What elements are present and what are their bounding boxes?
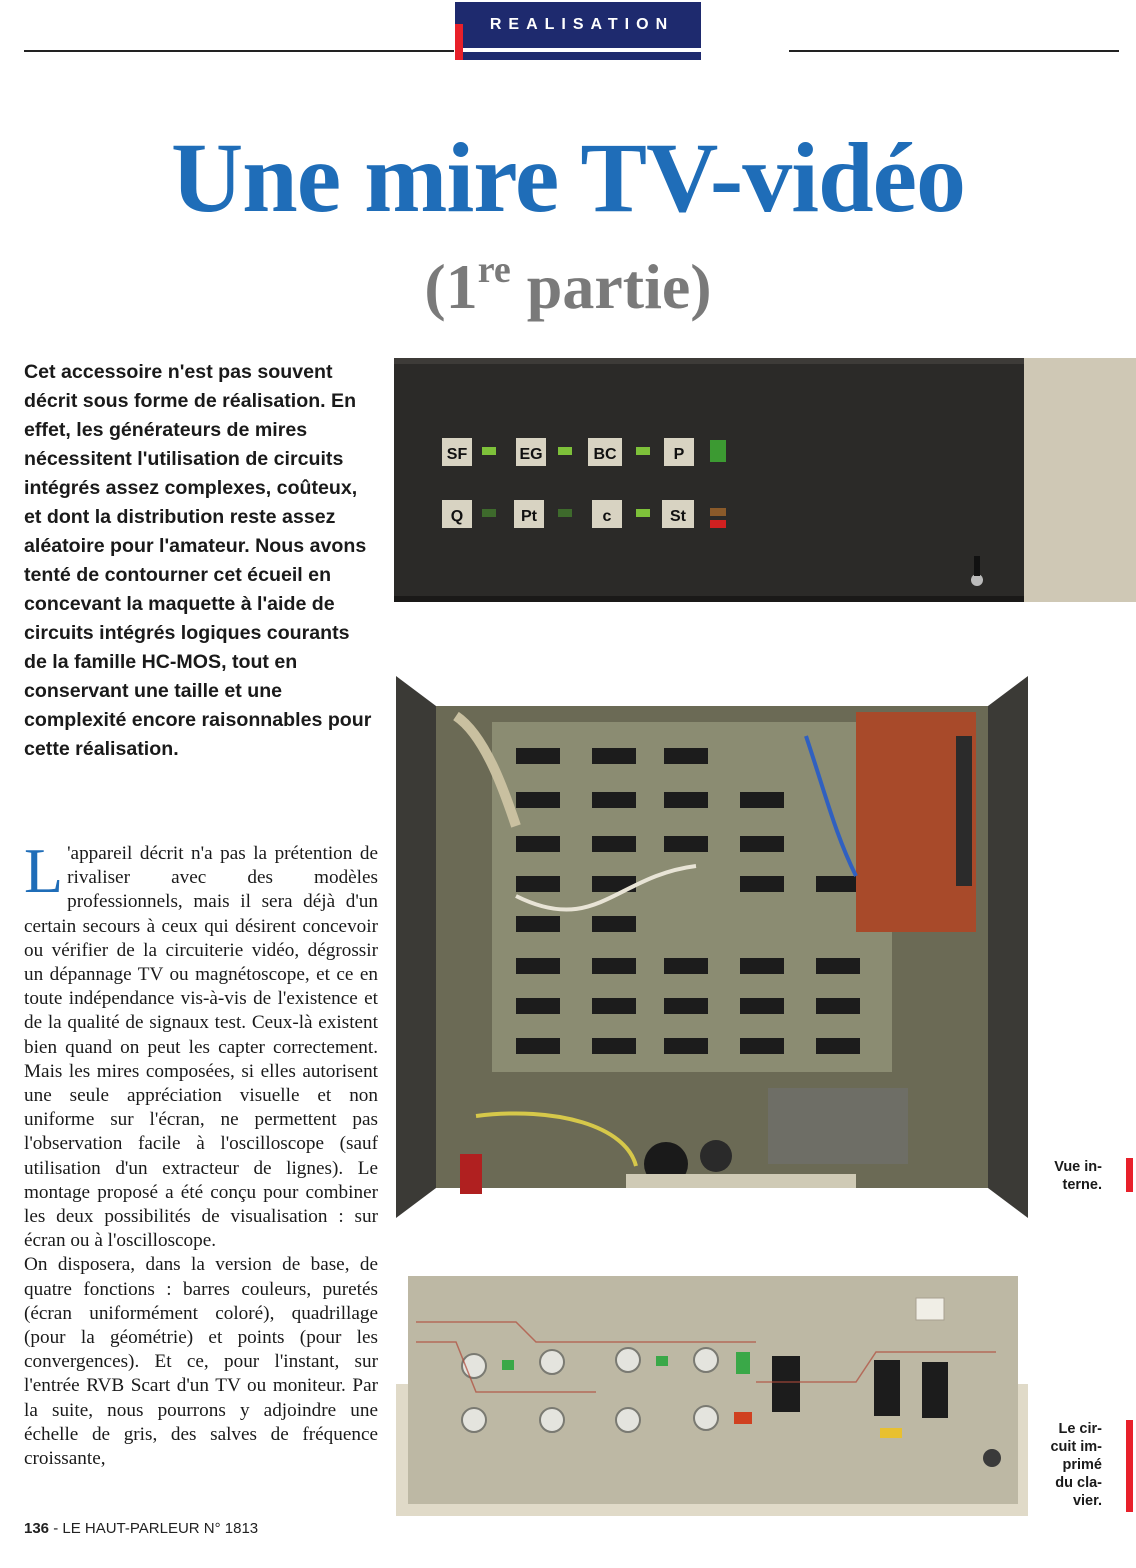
led-3 [636, 447, 650, 455]
drop-cap: L [24, 835, 64, 906]
led-6 [558, 509, 572, 517]
key-bc-label: BC [593, 446, 617, 463]
caption-internal-line-2: terne. [1062, 1177, 1102, 1193]
device-front-photo [392, 350, 1136, 612]
key-p-label: P [673, 446, 685, 463]
internal-view-photo [396, 676, 1028, 1218]
caption-pcb-line-5: vier. [1072, 1493, 1102, 1509]
article-title: Une mire TV-vidéo [170, 122, 966, 233]
caption-pcb [1020, 1420, 1102, 1510]
caption-internal-view [1020, 1158, 1102, 1194]
caption-pcb-line-2: cuit im- [1050, 1439, 1102, 1455]
section-tag-red-bar [455, 24, 463, 60]
led-7 [636, 509, 650, 517]
key-eg-label: EG [519, 446, 543, 463]
led-2 [558, 447, 572, 455]
key-st-label: St [670, 508, 686, 525]
caption-internal-bar [1126, 1158, 1133, 1192]
header-rule-left [24, 50, 454, 52]
keyboard-pcb-photo [396, 1272, 1028, 1516]
article-body [24, 835, 378, 1471]
led-5 [482, 509, 496, 517]
subtitle-superscript: re [477, 249, 511, 291]
section-tag [455, 2, 701, 60]
page-number: 136 [24, 1520, 50, 1537]
article-intro: Cet accessoire n'est pas souvent décrit sous forme de réalisation. En effet, les générateurs de mires nécessitent l'utilisation de circuits intégrés assez complexes, coûteux, et dont la distribution reste assez aléatoire pour l'amateur. Nous avons tenté de contourner cet écueil en concevant la maquette à l'aide de circuits intégrés logiques courants de la famille HC-MOS, tout en conservant une taille et une complexité encore raisonnables pour cette réalisation. [24, 361, 372, 760]
led-1 [482, 447, 496, 455]
article-subtitle [0, 248, 1136, 326]
page-footer [24, 1520, 258, 1537]
section-tag-stripe [463, 48, 701, 52]
caption-pcb-line-4: du cla- [1055, 1475, 1102, 1491]
body-paragraph-1 [24, 835, 378, 1253]
led-4 [710, 440, 726, 462]
body-paragraph-1-text: 'appareil décrit n'a pas la prétention de rivaliser avec des modèles professionnels, mais il sera déjà d'un certain secours à ceux qui désirent concevoir ou vérifier de la circuiterie vidéo, dégrossir un dépannage TV ou magnétoscope, et ce en toute indépendance vis-à-vis de l'existence et de la qualité de signaux test. Ceux-là existent bien quand on peut les capter correctement. Mais les mires composées, si elles autorisent une seule appréciation visuelle et non uniforme sur l'écran, ne permettent pas l'observation facile à l'oscilloscope (sauf utilisation d'un extracteur de lignes). Le montage proposé a été conçu pour combiner les deux possibilités de visualisation : sur écran ou à l'oscilloscope. [24, 843, 378, 1252]
key-pt-label: Pt [521, 508, 537, 525]
section-tag-label: REALISATION [489, 16, 675, 33]
key-q-label: Q [450, 508, 464, 525]
caption-internal-line-1: Vue in- [1054, 1159, 1102, 1175]
led-orange [710, 508, 726, 516]
caption-pcb-line-3: primé [1062, 1457, 1102, 1473]
key-c-label: c [602, 508, 612, 525]
key-sf-label: SF [446, 446, 468, 463]
header-rule-right [789, 50, 1119, 52]
subtitle-rest: partie) [510, 251, 712, 322]
caption-pcb-bar [1126, 1420, 1133, 1512]
led-red [710, 520, 726, 528]
body-paragraph-2: On disposera, dans la version de base, de quatre fonctions : barres couleurs, puretés (écran uniformément coloré), quadrillage (pour la géométrie) et points (pour les convergences). Et ce, pour l'instant, sur l'entrée RVB Scart d'un TV ou moniteur. Par la suite, nous pourrons y adjoindre une échelle de gris, des salves de fréquence croissante, [24, 1254, 378, 1470]
subtitle-number: (1 [424, 251, 478, 322]
magazine-name: - LE HAUT-PARLEUR N° 1813 [49, 1520, 259, 1537]
transformer [768, 1088, 908, 1164]
caption-pcb-line-1: Le cir- [1058, 1421, 1102, 1437]
